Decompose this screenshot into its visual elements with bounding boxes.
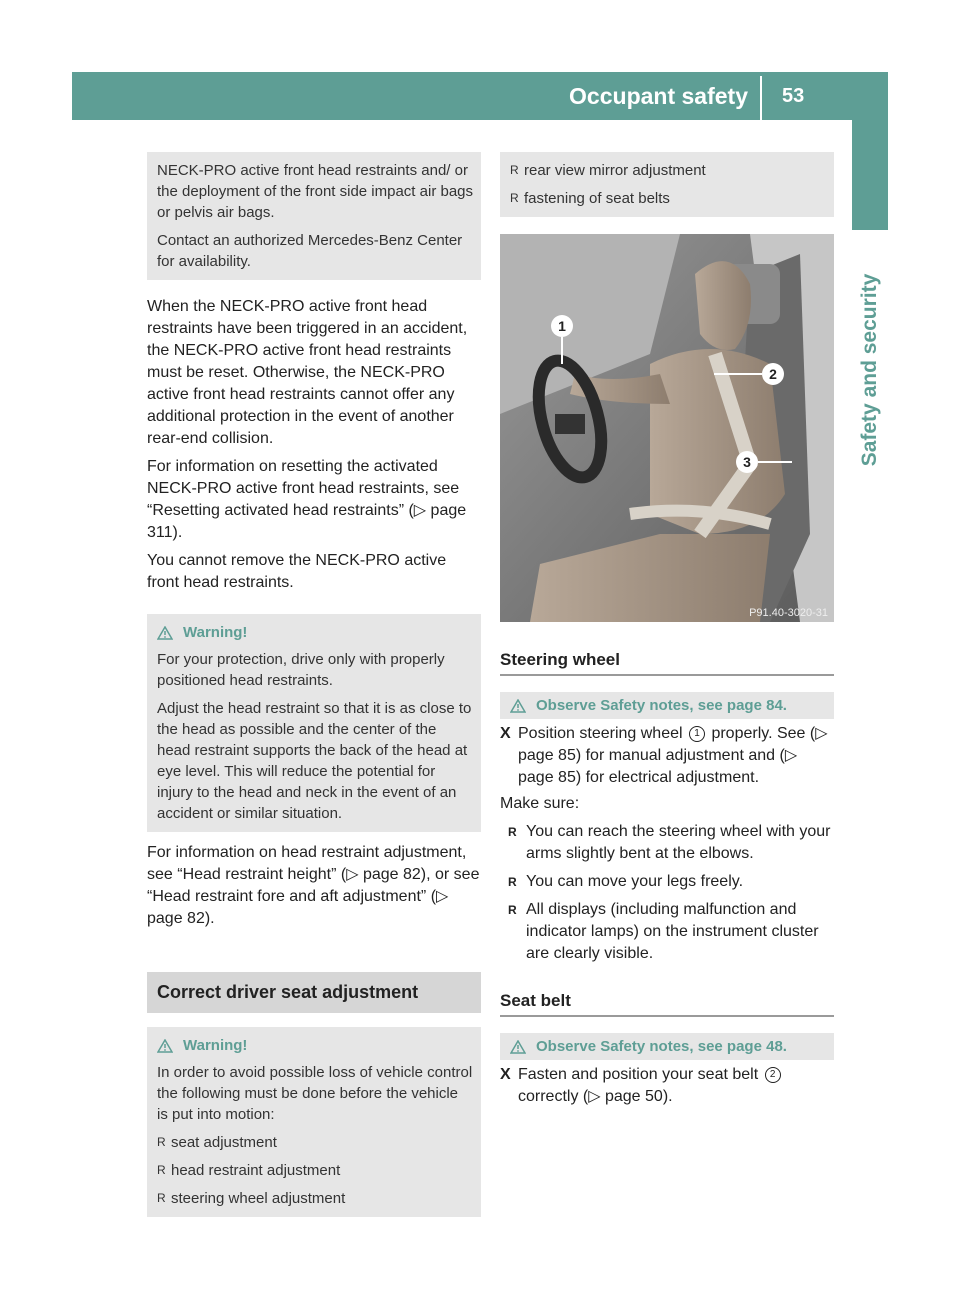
warning-text: Adjust the head restraint so that it is as close to the head as possible and the center of the head restraint supports the back of the head at eye level. This will reduce the potential for injury to the head and neck in the event of an accident or similar situation. [157,700,472,822]
instruction-step: X Fasten and position your seat belt 2 correctly (▷ page 50). [500,1064,834,1108]
bullet-r-icon: R [157,1163,166,1177]
bullet-r-icon: R [157,1191,166,1205]
paragraph: For information on head restraint adjustment, see “Head restraint height” (▷ page 82), or see “Head restraint fore and aft adjustment” (▷ page 82). [147,844,480,927]
warning-title: Warning! [183,1037,248,1054]
warning-title: Warning! [183,624,248,641]
arrow-marker-icon: X [500,725,511,742]
page-number: 53 [782,85,805,107]
svg-text:2: 2 [769,366,777,382]
warning-box-continued [500,152,834,217]
callout-ref: 1 [689,726,705,742]
bullet-r-icon: R [157,1135,166,1149]
warning-box [147,614,481,832]
safety-note: Observe Safety notes, see page 84. [500,692,834,719]
paragraph: Make sure: [500,795,580,812]
warning-triangle-icon [510,1040,526,1054]
list-item: R steering wheel adjustment [157,1190,346,1207]
list-item: R You can reach the steering wheel with your arms slightly bent at the elbows. [500,821,834,865]
section-heading-steering: Steering wheel [500,650,834,676]
list-item: R seat adjustment [157,1134,277,1151]
arrow-marker-icon: X [500,1066,511,1083]
warning-triangle-icon [157,626,173,640]
list-item: R head restraint adjustment [157,1162,341,1179]
bullet-r-icon: R [510,191,519,205]
safety-note: Observe Safety notes, see page 48. [500,1033,834,1060]
side-tab-block [852,120,888,230]
driver-seat-photo [500,234,834,622]
left-column [147,152,481,1217]
svg-text:3: 3 [743,454,751,470]
section-heading-seatbelt: Seat belt [500,991,834,1017]
paragraph: For information on resetting the activated NECK-PRO active front head restraints, see “Resetting activated head restraints” (▷ page 311). [147,458,467,541]
box-text: NECK-PRO active front head restraints and/ or the deployment of the front side impact air bags or pelvis air bags. [157,162,474,221]
header-title: Occupant safety [569,83,748,109]
warning-triangle-icon [510,699,526,713]
box-text: Contact an authorized Mercedes-Benz Center for availability. [157,232,463,270]
warning-box [147,1027,481,1217]
right-column-bottom [500,650,834,1108]
instruction-step: X Position steering wheel 1 properly. See (▷ page 85) for manual adjustment and (▷ page 85) for electrical adjustment. [500,723,834,789]
driver-illustration [500,234,834,622]
list-item: R You can move your legs freely. [500,871,834,893]
right-column-top [500,152,834,217]
paragraph: When the NECK-PRO active front head restraints have been triggered in an accident, the NECK-PRO active front head restraints must be reset. Otherwise, the NECK-PRO active front head restraints cannot offer any additional protection in the event of another rear-end collision. [147,298,468,447]
list-item: R fastening of seat belts [510,190,670,207]
warning-text: In order to avoid possible loss of vehicle control the following must be done before the vehicle is put into motion: [157,1064,473,1123]
list-item: R All displays (including malfunction and indicator lamps) on the instrument cluster are clearly visible. [500,899,834,965]
bullet-r-icon: R [508,903,517,917]
warning-text: For your protection, drive only with properly positioned head restraints. [157,651,445,689]
callout-ref: 2 [765,1067,781,1083]
svg-text:1: 1 [558,318,566,334]
section-heading: Correct driver seat adjustment [147,972,481,1013]
page-header [72,72,888,120]
photo-code: P91.40-3020-31 [749,607,828,619]
bullet-r-icon: R [510,163,519,177]
paragraph: You cannot remove the NECK-PRO active front head restraints. [147,552,447,591]
header-separator [760,76,762,120]
bullet-r-icon: R [508,825,517,839]
bullet-r-icon: R [508,875,517,889]
side-tab-label: Safety and security [858,273,881,467]
warning-triangle-icon [157,1039,173,1053]
info-box-continued [147,152,481,280]
list-item: R rear view mirror adjustment [510,162,706,179]
